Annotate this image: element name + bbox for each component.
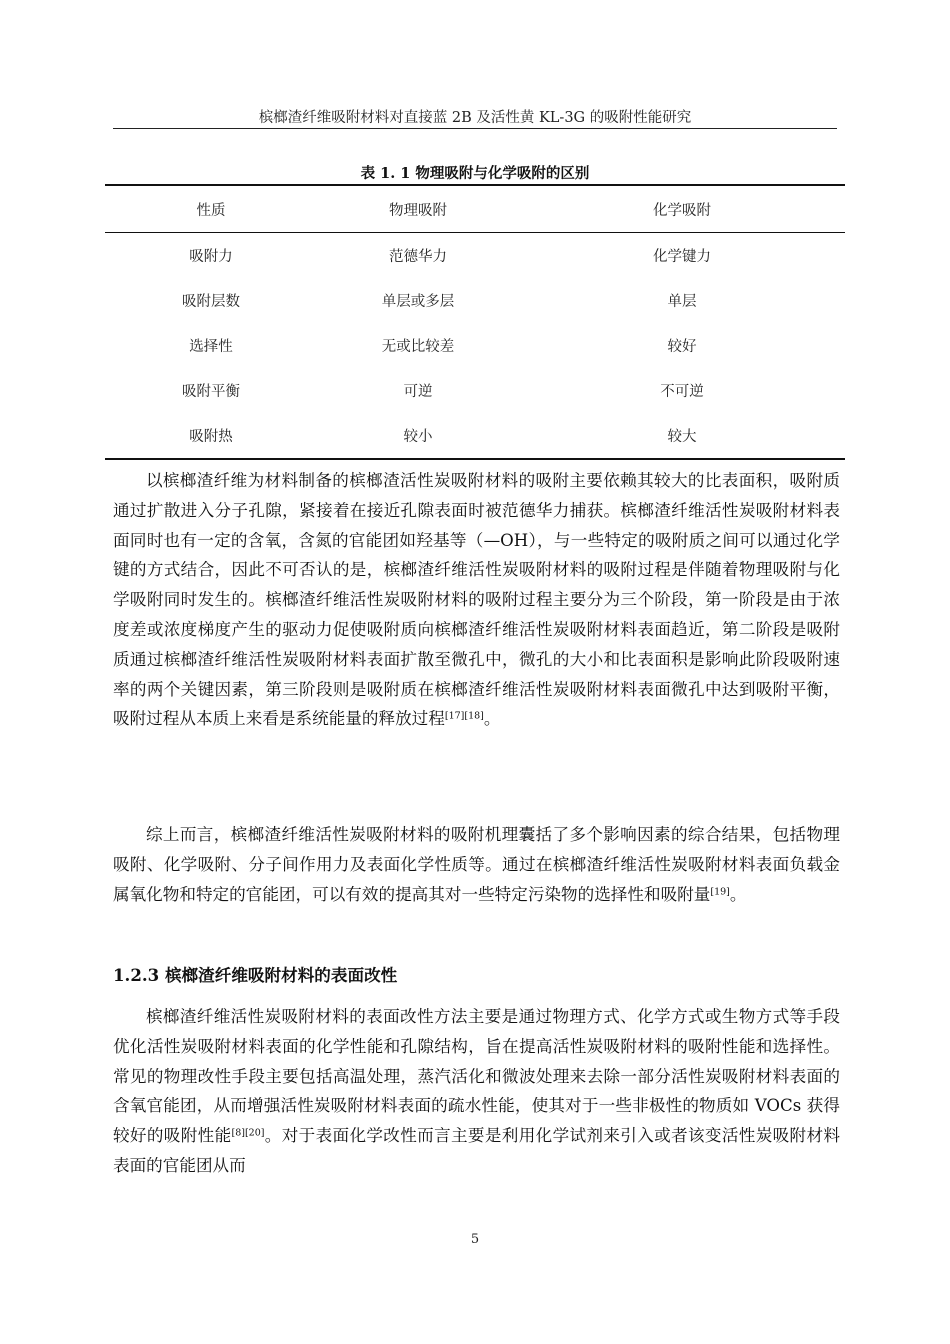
- page-number: 5: [470, 1232, 480, 1247]
- table-row: [105, 413, 845, 459]
- header-rule: [113, 128, 837, 129]
- table-cell: 范德华力: [389, 249, 447, 265]
- table-cell: 可逆: [403, 384, 433, 400]
- paragraph-text: 以槟榔渣纤维为材料制备的槟榔渣活性炭吸附材料的吸附主要依赖其较大的比表面积，吸附质通过扩散进入分子孔隙，紧接着在接近孔隙表面时被范德华力捕获。槟榔渣纤维活性炭吸附材料表面同时也有一定的含氧，含氮的官能团如羟基等（—OH），与一些特定的吸附质之间可以通过化学键的方式结合，因此不可否认的是，槟榔渣纤维活性炭吸附材料的吸附过程是伴随着物理吸附与化学吸附同时发生的。槟榔渣纤维活性炭吸附材料的吸附过程主要分为三个阶段，第一阶段是由于浓度差或浓度梯度产生的驱动力促使吸附质向槟榔渣纤维活性炭吸附材料表面趋近，第二阶段是吸附质通过槟榔渣纤维活性炭吸附材料表面扩散至微孔中，微孔的大小和比表面积是影响此阶段吸附速率的两个关键因素，第三阶段则是吸附质在槟榔渣纤维活性炭吸附材料表面微孔中达到吸附平衡，吸附过程从本质上来看是系统能量的释放过程: [113, 471, 840, 729]
- table-row: [105, 278, 845, 323]
- column-header: 化学吸附: [519, 185, 845, 233]
- table-row: [105, 368, 845, 413]
- table-cell: 无或比较差: [381, 339, 455, 355]
- paragraph-text: 槟榔渣纤维活性炭吸附材料的表面改性方法主要是通过物理方式、化学方式或生物方式等手段优化活性炭吸附材料表面的化学性能和孔隙结构，旨在提高活性炭吸附材料的吸附性能和选择性。常见的物理改性手段主要包括高温处理，蒸汽活化和微波处理来去除一部分活性炭吸附材料表面的含氧官能团，从而增强活性炭吸附材料表面的疏水性能，使其对于一些非极性的物质如 VOCs 获得较好的吸附性能: [113, 1007, 840, 1146]
- body-paragraph-3: [113, 1002, 840, 1181]
- column-header: 物理吸附: [317, 185, 519, 233]
- body-paragraph-1: [113, 466, 840, 734]
- table-cell: 单层: [667, 294, 697, 310]
- paragraph-text-continued: 。对于表面化学改性而言主要是利用化学试剂来引入或者该变活性炭吸附材料表面的官能团从而: [113, 1126, 841, 1175]
- table-cell: 不可逆: [660, 384, 704, 400]
- body-paragraph-2: [113, 820, 840, 909]
- table-header-row: [105, 185, 845, 233]
- table-row: [105, 323, 845, 368]
- citation-ref: [17][18]: [444, 710, 484, 722]
- paragraph-end: 。: [483, 709, 501, 729]
- table-cell: 化学键力: [653, 249, 711, 265]
- section-heading: 1.2.3 槟榔渣纤维吸附材料的表面改性: [113, 965, 398, 985]
- citation-ref: [19]: [710, 885, 730, 897]
- table-cell: 吸附平衡: [182, 384, 240, 400]
- paragraph-text: 综上而言，槟榔渣纤维活性炭吸附材料的吸附机理囊括了多个影响因素的综合结果，包括物理吸附、化学吸附、分子间作用力及表面化学性质等。通过在槟榔渣纤维活性炭吸附材料表面负载金属氧化物和特定的官能团，可以有效的提高其对一些特定污染物的选择性和吸附量: [113, 825, 840, 904]
- table-row: [105, 233, 845, 279]
- table-cell: 选择性: [189, 339, 233, 355]
- citation-ref: [8][20]: [231, 1127, 265, 1139]
- table-cell: 吸附力: [189, 249, 233, 265]
- running-header: 槟榔渣纤维吸附材料对直接蓝 2B 及活性黄 KL-3G 的吸附性能研究: [258, 110, 692, 126]
- comparison-table: [105, 184, 845, 460]
- column-header: 性质: [105, 185, 317, 233]
- table-cell: 吸附热: [105, 413, 317, 459]
- table-caption: 表 1. 1 物理吸附与化学吸附的区别: [360, 165, 590, 182]
- table-cell: 吸附层数: [182, 294, 240, 310]
- table-cell: 较好: [667, 339, 697, 355]
- table-cell: 单层或多层: [381, 294, 455, 310]
- table-cell: 较大: [519, 413, 845, 459]
- paragraph-end: 。: [729, 884, 747, 904]
- table-cell: 较小: [317, 413, 519, 459]
